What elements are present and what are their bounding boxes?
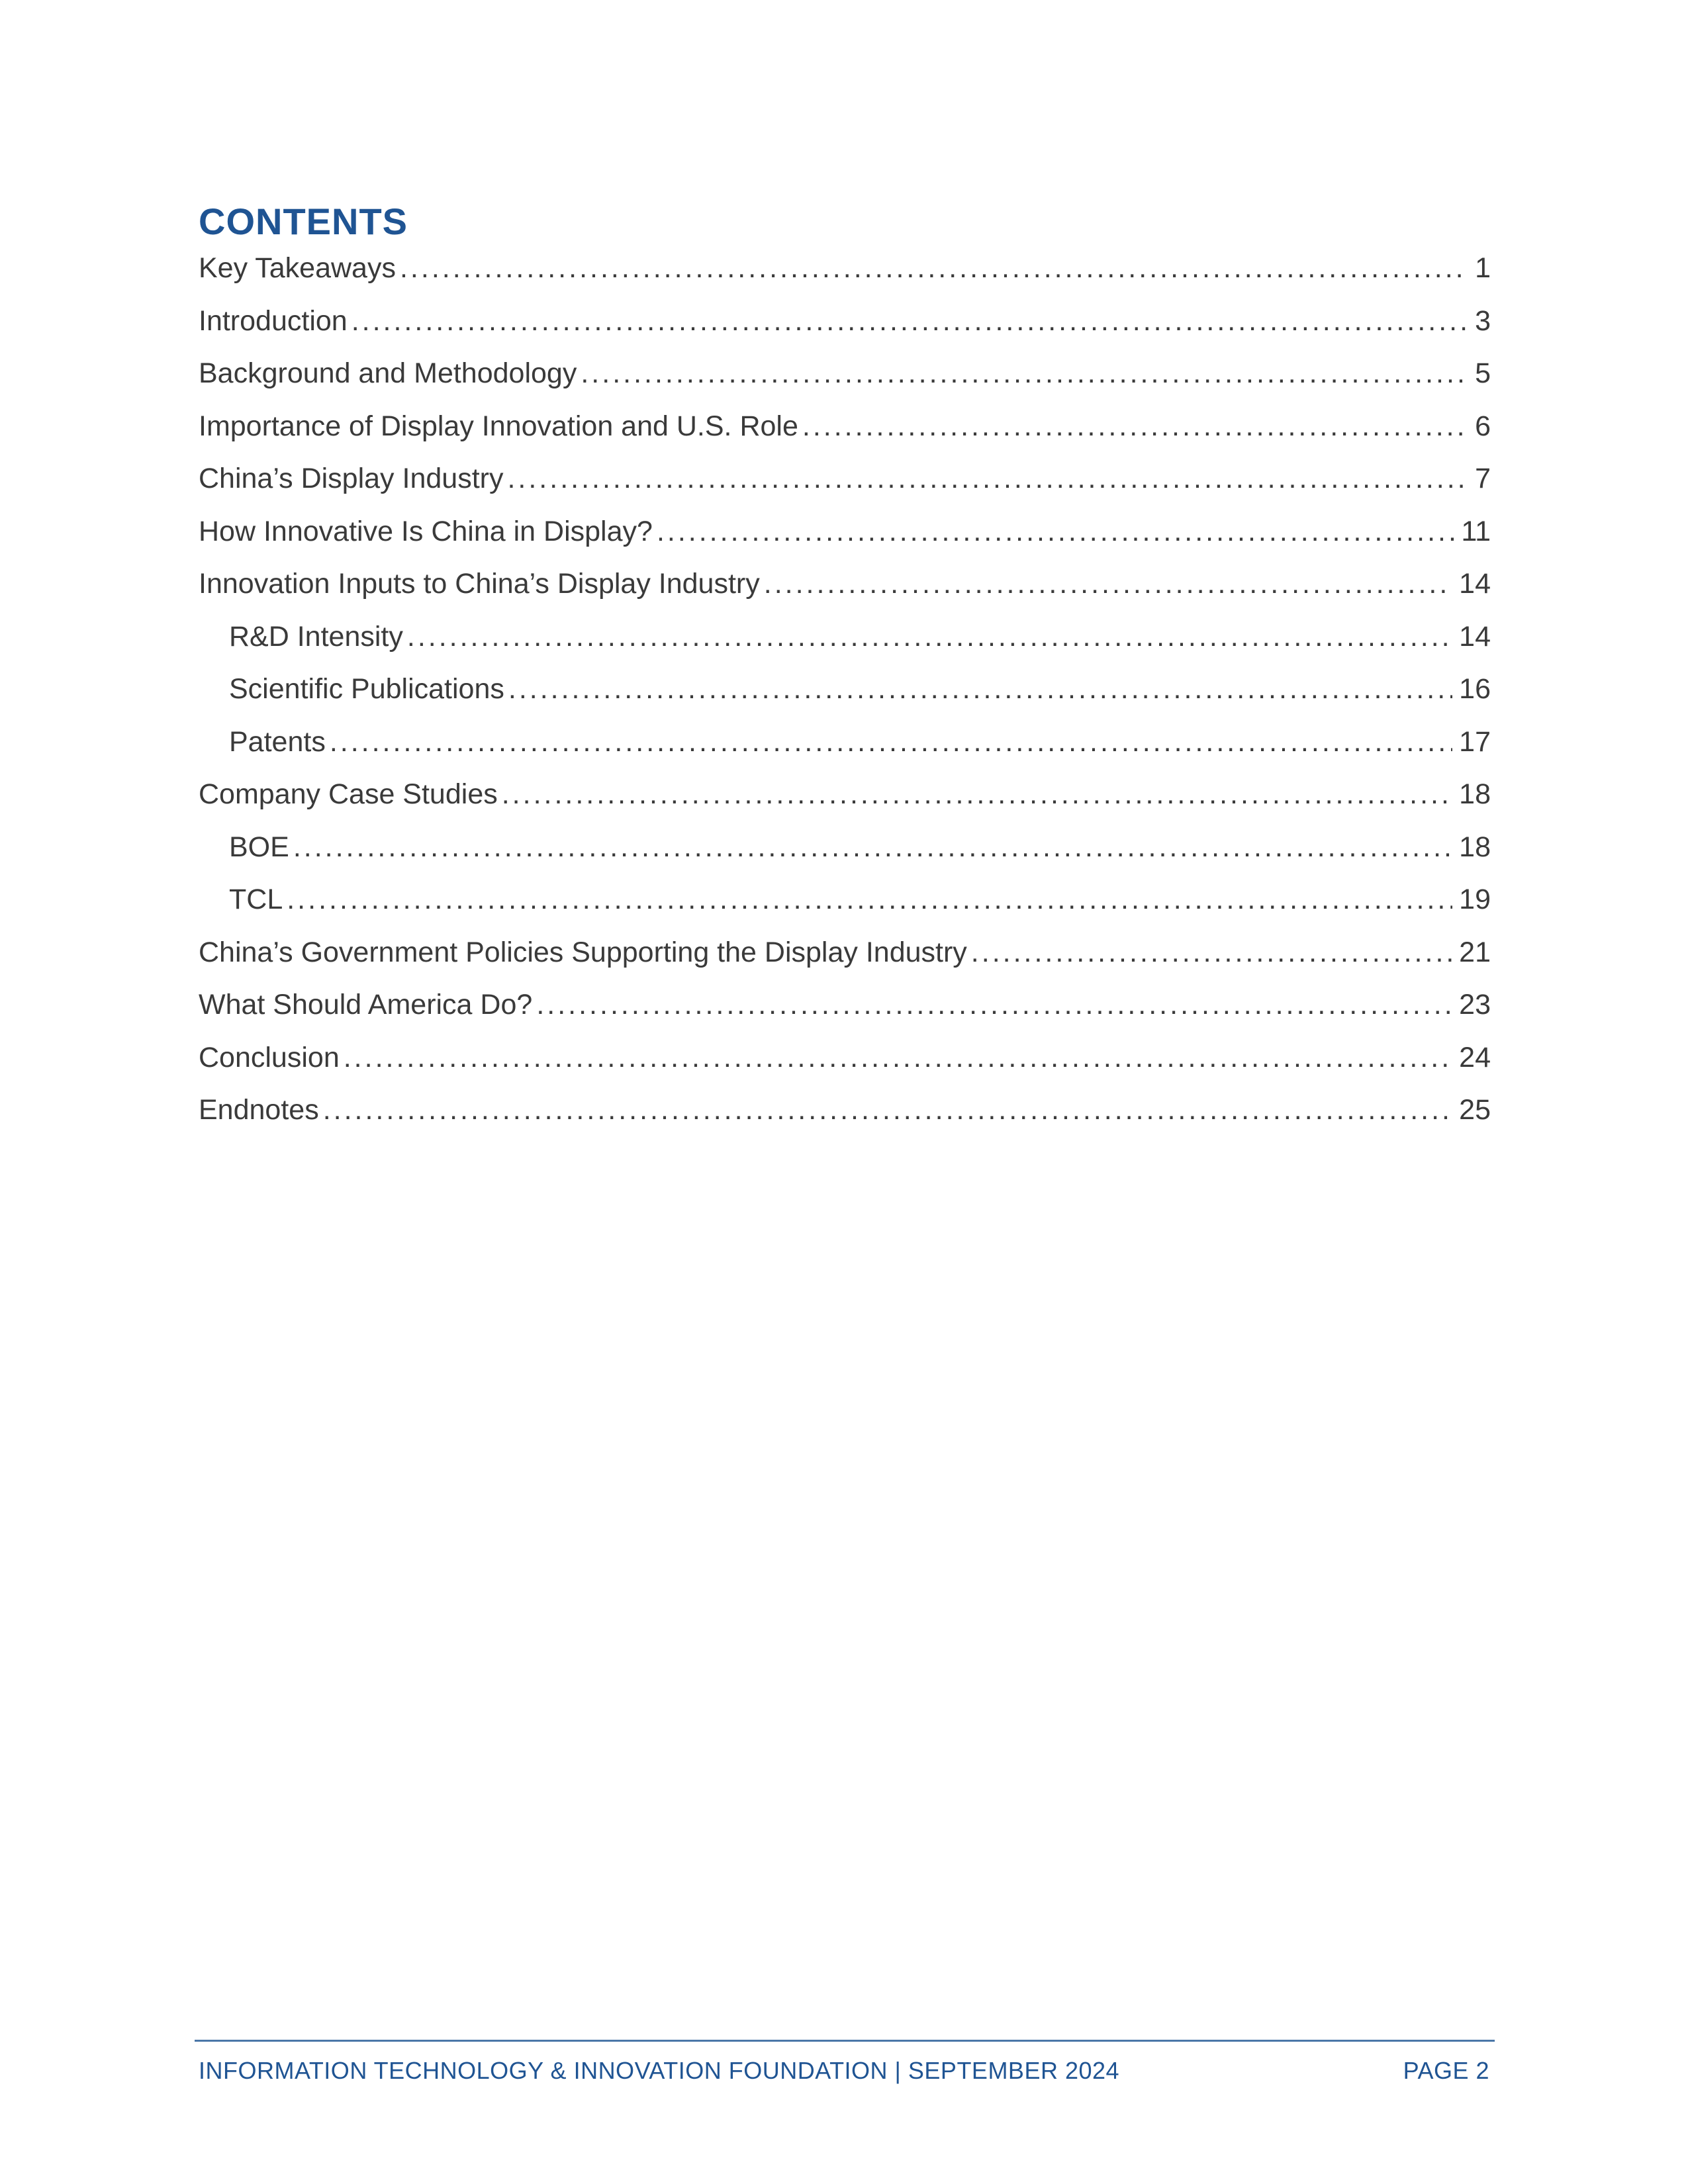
toc-entry-page: 1 — [1475, 252, 1491, 284]
toc-entry-label: Importance of Display Innovation and U.S. Role — [199, 410, 798, 442]
footer-divider — [195, 2040, 1495, 2042]
toc-dot-leader — [581, 347, 1468, 400]
toc-dot-leader — [407, 611, 1452, 664]
toc-entry-page: 7 — [1475, 463, 1491, 494]
footer-page-number: PAGE 2 — [1403, 2057, 1489, 2084]
toc-entry-boe[interactable] — [199, 821, 1491, 874]
toc-entry-page: 24 — [1459, 1041, 1491, 1073]
toc-dot-leader — [400, 242, 1468, 295]
toc-entry-government-policies[interactable] — [199, 927, 1491, 979]
toc-entry-page: 11 — [1461, 515, 1491, 547]
toc-entry-page: 14 — [1459, 620, 1491, 653]
toc-entry-label: Endnotes — [199, 1094, 319, 1126]
toc-entry-page: 25 — [1459, 1094, 1491, 1126]
footer-organization: INFORMATION TECHNOLOGY & INNOVATION FOUNDATION | SEPTEMBER 2024 — [199, 2057, 1120, 2084]
toc-entry-key-takeaways[interactable] — [199, 242, 1491, 295]
toc-entry-what-should-america-do[interactable] — [199, 979, 1491, 1032]
toc-entry-label: Scientific Publications — [229, 673, 504, 705]
toc-entry-tcl[interactable] — [199, 874, 1491, 927]
toc-entry-label: Patents — [229, 725, 326, 758]
toc-entry-page: 18 — [1459, 778, 1491, 810]
toc-entry-page: 14 — [1459, 568, 1491, 600]
toc-entry-page: 21 — [1459, 936, 1491, 968]
toc-dot-leader — [323, 1084, 1452, 1137]
toc-entry-innovation-inputs[interactable] — [199, 558, 1491, 611]
toc-entry-page: 23 — [1459, 989, 1491, 1021]
toc-dot-leader — [657, 506, 1454, 559]
toc-dot-leader — [352, 295, 1468, 348]
toc-dot-leader — [293, 821, 1452, 874]
toc-entry-label: How Innovative Is China in Display? — [199, 515, 653, 547]
table-of-contents — [199, 242, 1491, 1137]
toc-dot-leader — [508, 663, 1452, 716]
toc-entry-page: 19 — [1459, 884, 1491, 915]
toc-entry-page: 17 — [1459, 725, 1491, 758]
toc-entry-scientific-publications[interactable] — [199, 663, 1491, 716]
toc-dot-leader — [507, 453, 1468, 506]
toc-dot-leader — [287, 874, 1452, 927]
toc-dot-leader — [502, 768, 1452, 821]
toc-entry-introduction[interactable] — [199, 295, 1491, 348]
toc-entry-page: 16 — [1459, 673, 1491, 705]
toc-entry-patents[interactable] — [199, 716, 1491, 769]
toc-dot-leader — [971, 927, 1452, 979]
toc-entry-label: Background and Methodology — [199, 357, 577, 389]
toc-entry-page: 3 — [1475, 304, 1491, 337]
toc-entry-page: 5 — [1475, 357, 1491, 389]
toc-entry-label: China’s Government Policies Supporting the Display Industry — [199, 936, 967, 968]
toc-entry-how-innovative[interactable] — [199, 506, 1491, 559]
toc-dot-leader — [344, 1032, 1452, 1085]
toc-entry-background-methodology[interactable] — [199, 347, 1491, 400]
toc-entry-conclusion[interactable] — [199, 1032, 1491, 1085]
toc-entry-page: 18 — [1459, 831, 1491, 863]
toc-entry-importance-display-innovation[interactable] — [199, 400, 1491, 453]
toc-entry-label: Conclusion — [199, 1041, 340, 1073]
toc-entry-label: Innovation Inputs to China’s Display Industry — [199, 568, 760, 600]
toc-entry-page: 6 — [1475, 410, 1491, 442]
toc-entry-label: What Should America Do? — [199, 989, 533, 1021]
toc-entry-chinas-display-industry[interactable] — [199, 453, 1491, 506]
toc-entry-label: Introduction — [199, 304, 348, 337]
contents-heading: CONTENTS — [199, 201, 408, 242]
toc-entry-endnotes[interactable] — [199, 1084, 1491, 1137]
toc-entry-label: China’s Display Industry — [199, 463, 504, 494]
toc-entry-company-case-studies[interactable] — [199, 768, 1491, 821]
toc-entry-label: Company Case Studies — [199, 778, 498, 810]
toc-dot-leader — [330, 716, 1452, 769]
toc-entry-label: R&D Intensity — [229, 620, 403, 653]
toc-dot-leader — [536, 979, 1452, 1032]
toc-entry-label: BOE — [229, 831, 289, 863]
toc-dot-leader — [764, 558, 1452, 611]
toc-entry-label: TCL — [229, 884, 283, 915]
toc-dot-leader — [802, 400, 1468, 453]
toc-entry-rd-intensity[interactable] — [199, 611, 1491, 664]
toc-entry-label: Key Takeaways — [199, 252, 396, 284]
